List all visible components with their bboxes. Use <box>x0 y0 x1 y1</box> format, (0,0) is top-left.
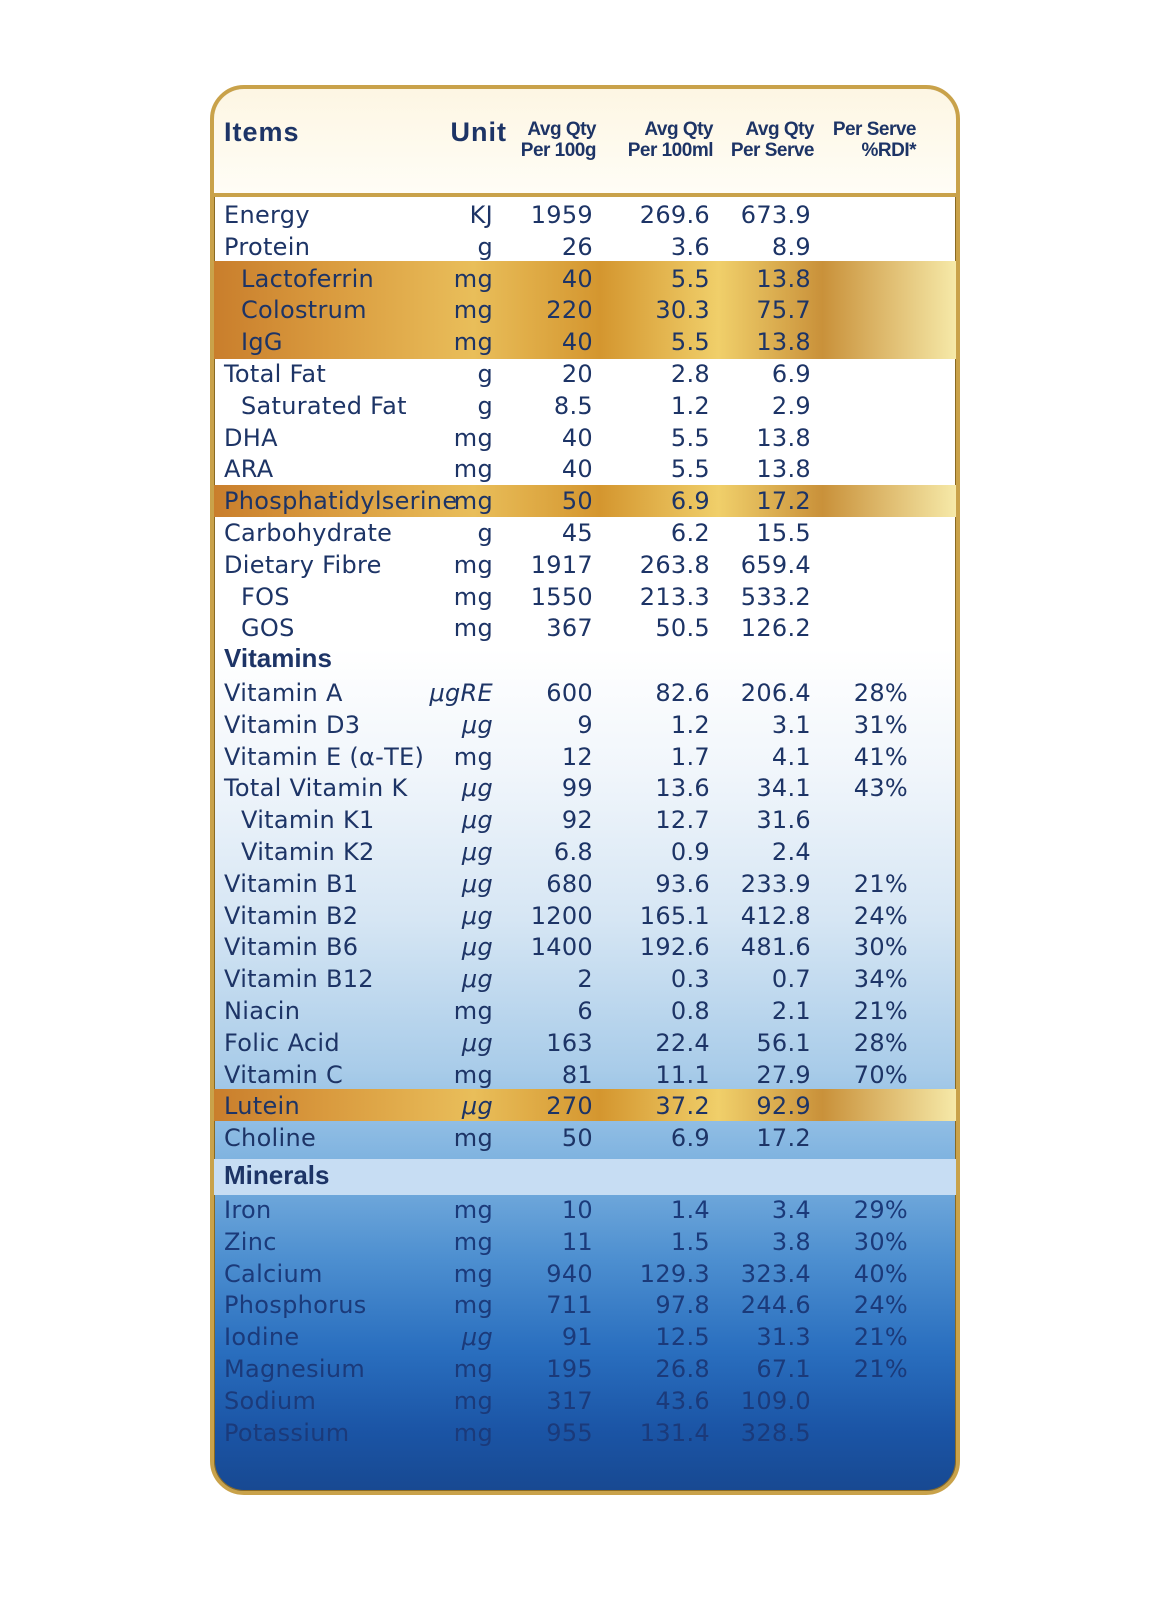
row-rdi: 21% <box>853 1355 908 1383</box>
table-row-gos <box>214 612 956 644</box>
header-per-100ml-line1: Avg Qty <box>644 119 713 140</box>
row-avg-per-100ml: 6.9 <box>670 487 710 516</box>
row-avg-per-100ml: 192.6 <box>639 933 710 962</box>
row-rdi: 21% <box>853 997 908 1025</box>
header-per-serve-line2: Per Serve <box>730 140 814 161</box>
row-name: Dietary Fibre <box>224 550 382 579</box>
row-avg-per-serve: 206.4 <box>740 679 811 707</box>
row-name: Vitamin E (α-TE) <box>224 742 425 771</box>
row-unit: KJ <box>469 201 493 229</box>
row-rdi: 40% <box>853 1259 908 1288</box>
row-avg-per-100ml: 1.5 <box>670 1227 710 1256</box>
row-unit: μg <box>461 1092 493 1121</box>
row-unit: mg <box>453 1291 493 1320</box>
row-avg-per-100ml: 6.2 <box>670 519 710 547</box>
row-avg-per-serve: 0.7 <box>771 965 811 994</box>
row-avg-per-serve: 659.4 <box>740 550 811 579</box>
row-name: DHA <box>224 423 278 452</box>
row-rdi: 41% <box>853 742 908 771</box>
row-avg-per-serve: 17.2 <box>756 1124 811 1153</box>
row-unit: μg <box>461 869 493 898</box>
table-row-dietary-fibre <box>214 549 956 581</box>
row-name: Vitamin B2 <box>224 901 359 930</box>
row-avg-per-100g: 20 <box>561 360 593 388</box>
row-avg-per-100ml: 30.3 <box>655 296 710 325</box>
table-row-vitamin-e-te <box>214 741 956 773</box>
table-row-sodium <box>214 1385 956 1417</box>
table-row-igg <box>214 326 956 358</box>
row-avg-per-100g: 6 <box>577 997 593 1025</box>
row-avg-per-100g: 270 <box>546 1092 593 1121</box>
row-unit: μg <box>461 774 493 803</box>
row-avg-per-100ml: 13.6 <box>655 774 710 803</box>
row-rdi: 30% <box>853 1227 908 1256</box>
row-name: Zinc <box>224 1227 277 1256</box>
row-avg-per-100ml: 37.2 <box>655 1092 710 1121</box>
row-avg-per-100g: 8.5 <box>553 391 593 420</box>
table-row-iodine <box>214 1321 956 1353</box>
row-name: Lutein <box>224 1092 301 1121</box>
row-avg-per-100g: 9 <box>577 710 593 739</box>
row-unit: mg <box>453 1124 493 1153</box>
table-row-saturated-fat <box>214 390 956 422</box>
row-avg-per-serve: 3.1 <box>771 710 811 739</box>
row-avg-per-serve: 8.9 <box>771 232 811 261</box>
row-avg-per-100ml: 3.6 <box>670 232 710 261</box>
row-name: Iron <box>224 1196 272 1224</box>
row-avg-per-serve: 15.5 <box>756 519 811 547</box>
row-unit: mg <box>453 455 493 484</box>
table-row-vitamin-b2 <box>214 900 956 932</box>
row-avg-per-serve: 233.9 <box>740 869 811 898</box>
row-avg-per-100g: 6.8 <box>553 838 593 866</box>
table-row-vitamin-c <box>214 1059 956 1091</box>
row-avg-per-serve: 3.8 <box>771 1227 811 1256</box>
row-avg-per-serve: 34.1 <box>756 774 811 803</box>
header-per-100g-line1: Avg Qty <box>527 119 596 140</box>
row-unit: μg <box>461 1323 493 1352</box>
table-header <box>214 89 956 197</box>
row-name: Energy <box>224 201 310 229</box>
row-unit: mg <box>453 487 493 516</box>
row-rdi: 30% <box>853 933 908 962</box>
row-unit: mg <box>453 1418 493 1447</box>
row-name: Total Fat <box>224 360 327 388</box>
row-name: ARA <box>224 455 274 484</box>
row-avg-per-serve: 2.4 <box>771 838 811 866</box>
row-avg-per-100ml: 6.9 <box>670 1124 710 1153</box>
header-rdi-line2: %RDI* <box>861 140 916 161</box>
row-unit: μg <box>461 806 493 835</box>
row-unit: μg <box>461 1028 493 1057</box>
row-avg-per-100ml: 97.8 <box>655 1291 710 1320</box>
row-name: Protein <box>224 232 311 261</box>
row-avg-per-100g: 955 <box>546 1418 593 1447</box>
header-rdi-line1: Per Serve <box>832 119 916 140</box>
row-avg-per-serve: 17.2 <box>756 487 811 516</box>
row-unit: mg <box>453 1355 493 1383</box>
table-row-dha <box>214 422 956 454</box>
row-avg-per-100ml: 12.5 <box>655 1323 710 1352</box>
row-avg-per-100ml: 5.5 <box>670 328 710 357</box>
row-avg-per-serve: 6.9 <box>771 360 811 388</box>
table-row-lutein <box>214 1090 956 1122</box>
row-avg-per-100ml: 1.2 <box>670 391 710 420</box>
row-name: GOS <box>241 614 295 643</box>
row-avg-per-100g: 680 <box>546 869 593 898</box>
row-avg-per-serve: 13.8 <box>756 328 811 357</box>
row-avg-per-100ml: 43.6 <box>655 1386 710 1415</box>
row-unit: mg <box>453 296 493 325</box>
row-avg-per-serve: 13.8 <box>756 455 811 484</box>
row-avg-per-serve: 92.9 <box>756 1092 811 1121</box>
row-avg-per-100ml: 0.8 <box>670 997 710 1025</box>
row-unit: μg <box>461 933 493 962</box>
row-unit: mg <box>453 1386 493 1415</box>
header-unit: Unit <box>450 117 507 147</box>
row-unit: g <box>477 360 493 388</box>
row-name: Carbohydrate <box>224 519 393 547</box>
row-rdi: 43% <box>853 774 908 803</box>
row-name: Phosphatidylserine <box>224 487 458 516</box>
row-name: Vitamin C <box>224 1060 344 1089</box>
row-unit: mg <box>453 1259 493 1288</box>
row-unit: mg <box>453 264 493 293</box>
table-row-phosphorus <box>214 1289 956 1321</box>
table-row-potassium <box>214 1417 956 1449</box>
row-avg-per-serve: 533.2 <box>740 582 811 611</box>
row-rdi: 24% <box>853 1291 908 1320</box>
row-avg-per-100ml: 0.3 <box>670 965 710 994</box>
row-avg-per-serve: 67.1 <box>756 1355 811 1383</box>
row-avg-per-100g: 1200 <box>530 901 593 930</box>
row-avg-per-100g: 195 <box>546 1355 593 1383</box>
row-avg-per-serve: 2.1 <box>771 997 811 1025</box>
row-name: Vitamin B1 <box>224 869 359 898</box>
row-name: Magnesium <box>224 1355 366 1383</box>
row-avg-per-100ml: 93.6 <box>655 869 710 898</box>
row-rdi: 31% <box>853 710 908 739</box>
row-avg-per-serve: 31.6 <box>756 806 811 835</box>
row-avg-per-100g: 220 <box>546 296 593 325</box>
row-unit: mg <box>453 550 493 579</box>
row-avg-per-serve: 75.7 <box>756 296 811 325</box>
row-unit: μg <box>461 710 493 739</box>
row-avg-per-100g: 317 <box>546 1386 593 1415</box>
header-per-100g-line2: Per 100g <box>520 140 596 161</box>
row-name: Total Vitamin K <box>224 774 408 803</box>
table-row-lactoferrin <box>214 263 956 295</box>
table-row-iron <box>214 1194 956 1226</box>
table-row-vitamin-a <box>214 677 956 709</box>
row-rdi: 34% <box>853 965 908 994</box>
row-avg-per-serve: 13.8 <box>756 264 811 293</box>
row-name: Vitamin A <box>224 679 343 707</box>
row-avg-per-100g: 40 <box>561 455 593 484</box>
row-avg-per-100g: 91 <box>561 1323 593 1352</box>
row-avg-per-100ml: 131.4 <box>639 1418 710 1447</box>
row-name: Vitamin B12 <box>224 965 374 994</box>
row-avg-per-100g: 940 <box>546 1259 593 1288</box>
row-name: Sodium <box>224 1386 317 1415</box>
table-row-total-fat <box>214 358 956 390</box>
table-row-zinc <box>214 1226 956 1258</box>
row-avg-per-100ml: 5.5 <box>670 264 710 293</box>
table-row-choline <box>214 1122 956 1154</box>
section-title-vitamins: Vitamins <box>224 643 332 673</box>
table-row-total-vitamin-k <box>214 772 956 804</box>
row-avg-per-serve: 244.6 <box>740 1291 811 1320</box>
row-avg-per-100g: 1400 <box>530 933 593 962</box>
row-avg-per-serve: 56.1 <box>756 1028 811 1057</box>
row-avg-per-100g: 40 <box>561 423 593 452</box>
row-rdi: 70% <box>853 1060 908 1089</box>
row-avg-per-100g: 11 <box>561 1227 593 1256</box>
table-row-calcium <box>214 1258 956 1290</box>
table-row-vitamin-k1 <box>214 804 956 836</box>
row-avg-per-serve: 673.9 <box>740 201 811 229</box>
table-row-vitamin-k2 <box>214 836 956 868</box>
header-items: Items <box>224 117 300 147</box>
row-unit: mg <box>453 997 493 1025</box>
table-row-fos <box>214 581 956 613</box>
row-name: FOS <box>241 582 290 611</box>
section-title-minerals: Minerals <box>224 1160 330 1190</box>
row-name: Phosphorus <box>224 1291 367 1320</box>
row-avg-per-100ml: 5.5 <box>670 423 710 452</box>
row-avg-per-serve: 27.9 <box>756 1060 811 1089</box>
row-name: Vitamin K1 <box>241 806 375 835</box>
row-name: Lactoferrin <box>241 264 375 293</box>
row-rdi: 28% <box>853 1028 908 1057</box>
row-unit: mg <box>453 1227 493 1256</box>
row-unit: μg <box>461 965 493 994</box>
row-name: Vitamin B6 <box>224 933 359 962</box>
row-unit: μgRE <box>429 679 493 707</box>
row-unit: g <box>477 232 493 261</box>
row-avg-per-100ml: 1.2 <box>670 710 710 739</box>
row-avg-per-100g: 99 <box>561 774 593 803</box>
header-per-100g <box>521 119 596 161</box>
row-avg-per-100g: 45 <box>561 519 593 547</box>
row-unit: μg <box>461 838 493 866</box>
header-per-serve-line1: Avg Qty <box>745 119 814 140</box>
row-avg-per-100ml: 11.1 <box>655 1060 710 1089</box>
row-avg-per-serve: 481.6 <box>740 933 811 962</box>
row-avg-per-100g: 81 <box>561 1060 593 1089</box>
row-avg-per-100g: 600 <box>546 679 593 707</box>
row-unit: g <box>477 519 493 547</box>
row-avg-per-100g: 10 <box>561 1196 593 1224</box>
row-avg-per-100g: 26 <box>561 232 593 261</box>
row-avg-per-serve: 2.9 <box>771 391 811 420</box>
row-avg-per-100g: 1550 <box>530 582 593 611</box>
row-avg-per-100g: 40 <box>561 328 593 357</box>
row-rdi: 21% <box>853 869 908 898</box>
row-name: Vitamin D3 <box>224 710 361 739</box>
row-avg-per-100ml: 26.8 <box>655 1355 710 1383</box>
row-name: Niacin <box>224 997 301 1025</box>
row-avg-per-100g: 367 <box>546 614 593 643</box>
table-row-ara <box>214 453 956 485</box>
row-avg-per-100ml: 82.6 <box>655 679 710 707</box>
row-avg-per-serve: 126.2 <box>740 614 811 643</box>
table-row-vitamin-b12 <box>214 963 956 995</box>
row-unit: mg <box>453 1196 493 1224</box>
row-unit: mg <box>453 582 493 611</box>
header-rdi <box>833 119 916 161</box>
row-avg-per-serve: 31.3 <box>756 1323 811 1352</box>
row-avg-per-serve: 3.4 <box>771 1196 811 1224</box>
row-avg-per-100ml: 12.7 <box>655 806 710 835</box>
row-rdi: 24% <box>853 901 908 930</box>
row-avg-per-100g: 1917 <box>530 550 593 579</box>
row-unit: mg <box>453 423 493 452</box>
table-row-carbohydrate <box>214 517 956 549</box>
row-name: Calcium <box>224 1259 323 1288</box>
row-avg-per-100ml: 2.8 <box>670 360 710 388</box>
row-avg-per-100ml: 213.3 <box>639 582 710 611</box>
row-avg-per-100ml: 50.5 <box>655 614 710 643</box>
row-avg-per-100g: 711 <box>546 1291 593 1320</box>
row-avg-per-100ml: 22.4 <box>655 1028 710 1057</box>
row-unit: mg <box>453 328 493 357</box>
table-row-folic-acid <box>214 1027 956 1059</box>
row-avg-per-100ml: 0.9 <box>670 838 710 866</box>
row-avg-per-100g: 1959 <box>530 201 593 229</box>
nutrition-panel <box>210 85 960 1495</box>
row-avg-per-100g: 12 <box>561 742 593 771</box>
table-row-vitamin-b6 <box>214 931 956 963</box>
table-row-vitamin-b1 <box>214 868 956 900</box>
table-row-colostrum <box>214 294 956 326</box>
table-row-niacin <box>214 995 956 1027</box>
row-avg-per-100g: 163 <box>546 1028 593 1057</box>
row-unit: mg <box>453 1060 493 1089</box>
row-avg-per-serve: 328.5 <box>740 1418 811 1447</box>
row-avg-per-serve: 109.0 <box>740 1386 811 1415</box>
table-row-energy <box>214 199 956 231</box>
row-unit: mg <box>453 742 493 771</box>
row-rdi: 29% <box>853 1196 908 1224</box>
row-name: Vitamin K2 <box>241 838 375 866</box>
row-name: Potassium <box>224 1418 350 1447</box>
row-rdi: 28% <box>853 679 908 707</box>
row-avg-per-100ml: 1.4 <box>670 1196 710 1224</box>
header-per-100ml-line2: Per 100ml <box>627 140 713 161</box>
row-avg-per-100ml: 165.1 <box>639 901 710 930</box>
row-unit: μg <box>461 901 493 930</box>
row-avg-per-100ml: 5.5 <box>670 455 710 484</box>
row-name: Choline <box>224 1124 317 1153</box>
row-avg-per-100g: 50 <box>561 1124 593 1153</box>
header-per-serve <box>731 119 814 161</box>
row-avg-per-100g: 2 <box>577 965 593 994</box>
row-name: Iodine <box>224 1323 300 1352</box>
row-avg-per-100ml: 1.7 <box>670 742 710 771</box>
row-avg-per-100g: 50 <box>561 487 593 516</box>
row-avg-per-100g: 40 <box>561 264 593 293</box>
row-rdi: 21% <box>853 1323 908 1352</box>
row-avg-per-serve: 323.4 <box>740 1259 811 1288</box>
row-name: IgG <box>241 328 283 357</box>
table-row-phosphatidylserine <box>214 485 956 517</box>
table-row-protein <box>214 231 956 263</box>
row-name: Colostrum <box>241 296 367 325</box>
row-avg-per-100ml: 129.3 <box>639 1259 710 1288</box>
row-unit: mg <box>453 614 493 643</box>
header-per-100ml <box>628 119 713 161</box>
table-row-vitamin-d3 <box>214 709 956 741</box>
row-avg-per-100ml: 263.8 <box>639 550 710 579</box>
row-avg-per-100ml: 269.6 <box>639 201 710 229</box>
row-name: Folic Acid <box>224 1028 340 1057</box>
row-avg-per-serve: 412.8 <box>740 901 811 930</box>
row-avg-per-serve: 4.1 <box>771 742 811 771</box>
row-avg-per-serve: 13.8 <box>756 423 811 452</box>
row-name: Saturated Fat <box>241 391 407 420</box>
row-avg-per-100g: 92 <box>561 806 593 835</box>
table-row-magnesium <box>214 1353 956 1385</box>
row-unit: g <box>477 391 493 420</box>
